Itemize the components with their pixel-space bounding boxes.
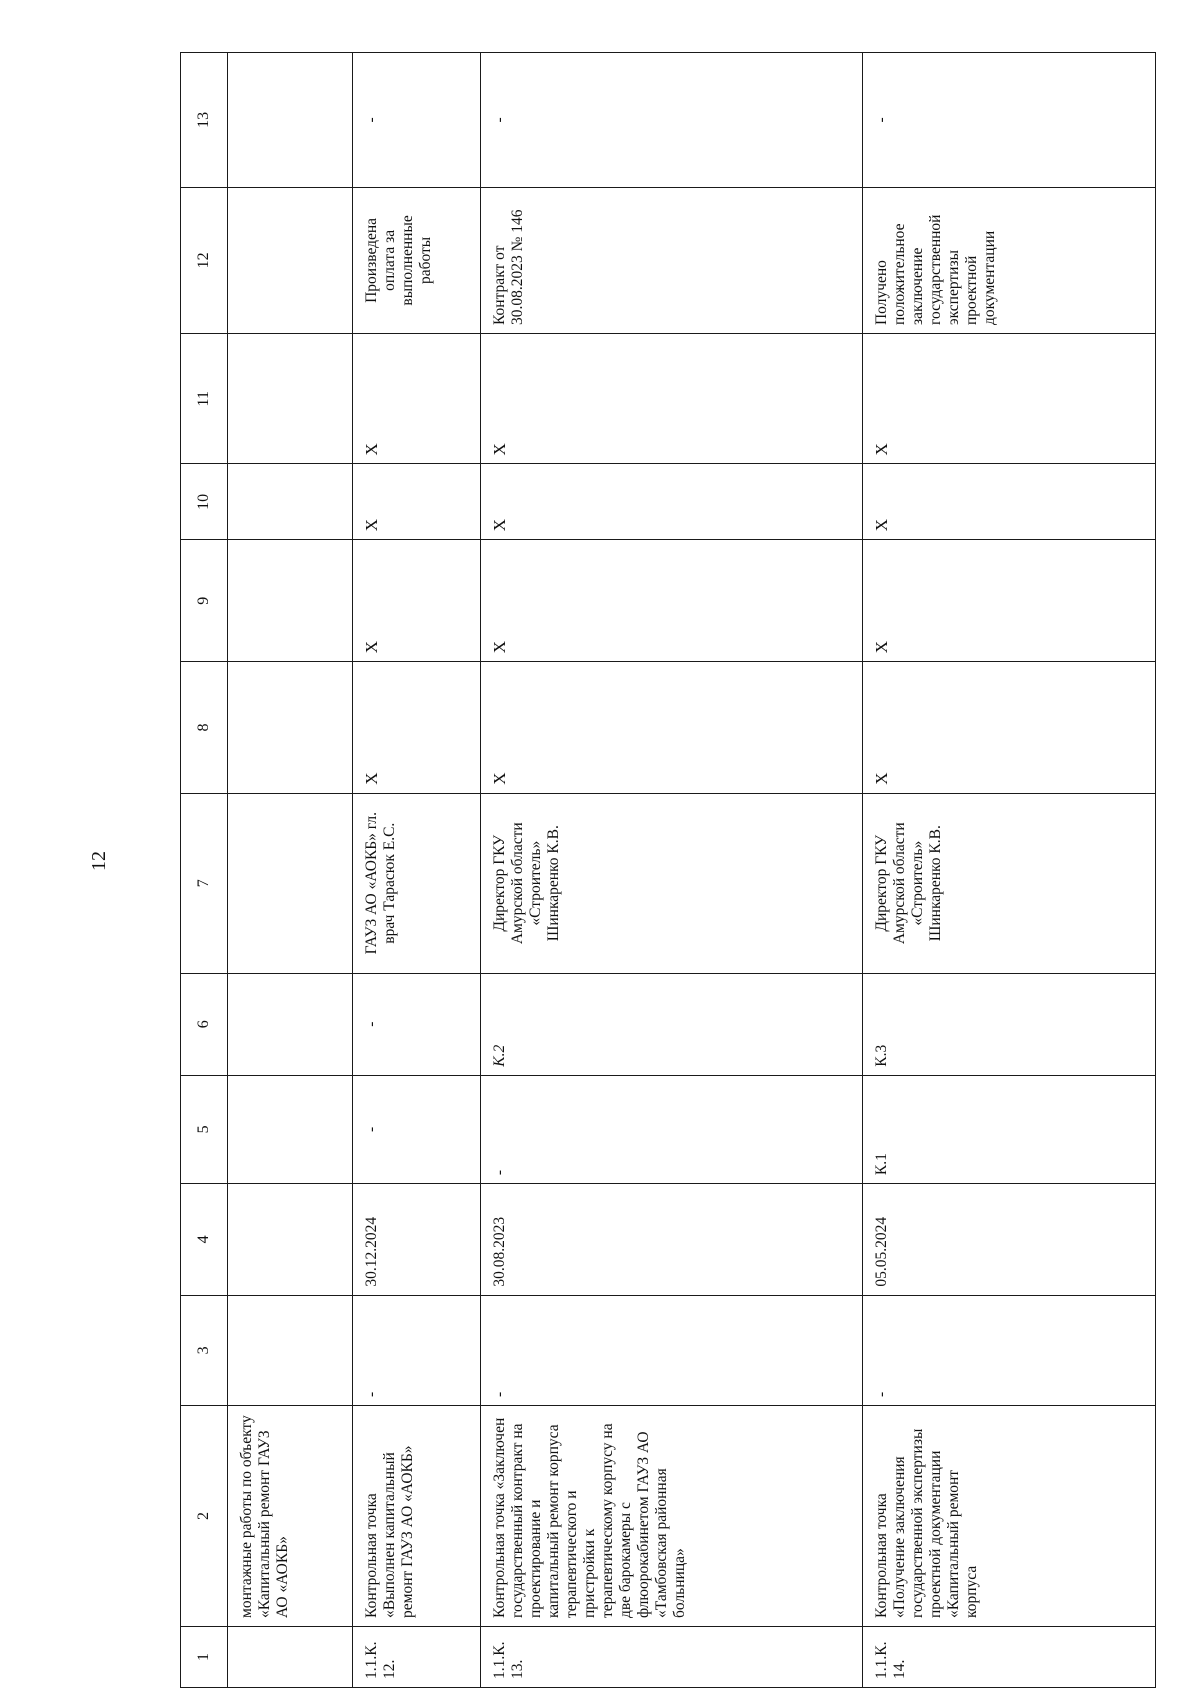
- cell-col13: -: [353, 53, 481, 188]
- cell-date: 30.08.2023: [481, 1184, 863, 1296]
- column-header: 9: [181, 540, 228, 662]
- cell-col3: -: [863, 1295, 1156, 1405]
- cell-col9: [228, 540, 353, 662]
- cell-date: 05.05.2024: [863, 1184, 1156, 1296]
- cell-col8: Х: [353, 662, 481, 794]
- cell-result: [228, 187, 353, 333]
- column-header: 10: [181, 464, 228, 540]
- cell-col8: [228, 662, 353, 794]
- column-header: 3: [181, 1295, 228, 1405]
- cell-col8: Х: [481, 662, 863, 794]
- cell-event-name: Контрольная точка «Заключен государственный контракт на проектирование и капитальный ремонт корпуса терапевтического и пристройки к терапевтическому корпусу на две барокамеры с флюорокабинетом ГАУЗ АО «Тамбовская районная больница»: [481, 1406, 863, 1627]
- column-header: 8: [181, 662, 228, 794]
- table-row: [481, 53, 863, 1688]
- cell-col5: К.1: [863, 1075, 1156, 1183]
- cell-col10: Х: [481, 464, 863, 540]
- cell-col13: [228, 53, 353, 188]
- cell-event-name: Контрольная точка «Выполнен капитальный ремонт ГАУЗ АО «АОКБ»: [353, 1406, 481, 1627]
- cell-col10: [228, 464, 353, 540]
- cell-col5: [228, 1075, 353, 1183]
- column-header: 5: [181, 1075, 228, 1183]
- cell-number: [228, 1626, 353, 1687]
- cell-responsible: Директор ГКУ Амурской области «Строитель» Шинкаренко К.В.: [481, 793, 863, 973]
- cell-number: 1.1.К. 13.: [481, 1626, 863, 1687]
- cell-result: Произведена оплата за выполненные работы: [353, 187, 481, 333]
- cell-col3: [228, 1295, 353, 1405]
- column-header: 11: [181, 334, 228, 464]
- cell-result: Получено положительное заключение государственной экспертизы проектной документации: [863, 187, 1156, 333]
- cell-responsible: Директор ГКУ Амурской области «Строитель» Шинкаренко К.В.: [863, 793, 1156, 973]
- cell-col13: -: [863, 53, 1156, 188]
- cell-col10: Х: [353, 464, 481, 540]
- column-header: 7: [181, 793, 228, 973]
- cell-col10: Х: [863, 464, 1156, 540]
- table-row: [228, 53, 353, 1688]
- cell-col6: К.3: [863, 973, 1156, 1075]
- cell-number: 1.1.К. 12.: [353, 1626, 481, 1687]
- cell-col5: -: [481, 1075, 863, 1183]
- cell-responsible: [228, 793, 353, 973]
- cell-result: Контракт от 30.08.2023 № 146: [481, 187, 863, 333]
- table-row: [863, 53, 1156, 1688]
- table-row: [353, 53, 481, 1688]
- cell-col9: Х: [353, 540, 481, 662]
- cell-event-name: монтажные работы по объекту «Капитальный ремонт ГАУЗ АО «АОКБ»: [228, 1406, 353, 1627]
- cell-col6: К.2: [481, 973, 863, 1075]
- cell-col8: Х: [863, 662, 1156, 794]
- column-header: 6: [181, 973, 228, 1075]
- cell-col11: Х: [863, 334, 1156, 464]
- cell-date: [228, 1184, 353, 1296]
- column-header: 2: [181, 1406, 228, 1627]
- cell-col3: -: [353, 1295, 481, 1405]
- column-header: 13: [181, 53, 228, 188]
- column-header: 12: [181, 187, 228, 333]
- column-number-row: [181, 53, 228, 1688]
- cell-col5: -: [353, 1075, 481, 1183]
- page-number: 12: [88, 851, 110, 871]
- cell-responsible: ГАУЗ АО «АОКБ» гл. врач Тарасюк Е.С.: [353, 793, 481, 973]
- cell-col9: Х: [863, 540, 1156, 662]
- column-header: 4: [181, 1184, 228, 1296]
- cell-col11: Х: [481, 334, 863, 464]
- cell-col13: -: [481, 53, 863, 188]
- cell-col9: Х: [481, 540, 863, 662]
- cell-col11: [228, 334, 353, 464]
- column-header: 1: [181, 1626, 228, 1687]
- cell-number: 1.1.К. 14.: [863, 1626, 1156, 1687]
- cell-col6: [228, 973, 353, 1075]
- cell-col6: -: [353, 973, 481, 1075]
- cell-date: 30.12.2024: [353, 1184, 481, 1296]
- cell-col11: Х: [353, 334, 481, 464]
- rotated-table-wrapper: [180, 52, 1155, 1688]
- cell-event-name: Контрольная точка «Получение заключения государственной экспертизы проектной документации «Капитальный ремонт корпуса: [863, 1406, 1156, 1627]
- cell-col3: -: [481, 1295, 863, 1405]
- control-points-table: [180, 52, 1156, 1688]
